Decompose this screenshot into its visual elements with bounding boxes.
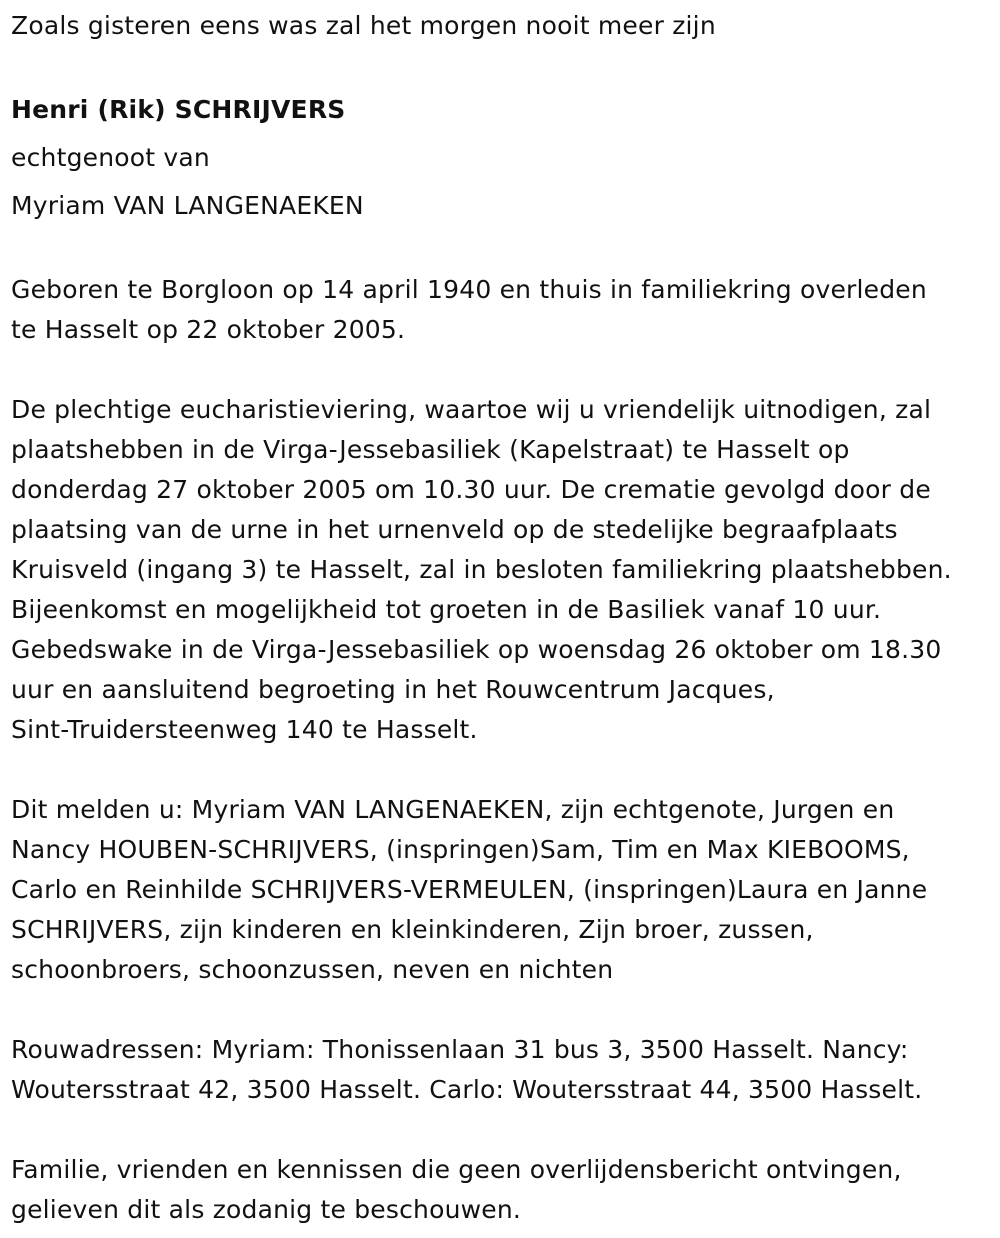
spouse-name: Myriam VAN LANGENAEKEN [11, 191, 364, 220]
paragraph-line: donderdag 27 oktober 2005 om 10.30 uur. De crematie gevolgd door de [11, 475, 931, 504]
paragraph-line: Rouwadressen: Myriam: Thonissenlaan 31 bus 3, 3500 Hasselt. Nancy: [11, 1035, 909, 1064]
birth-death-paragraph [11, 270, 988, 350]
paragraph-line: Woutersstraat 42, 3500 Hasselt. Carlo: Woutersstraat 44, 3500 Hasselt. [11, 1075, 923, 1104]
spacer [11, 1110, 988, 1150]
closing-paragraph [11, 1150, 988, 1230]
spacer [11, 46, 988, 86]
paragraph-line: SCHRIJVERS, zijn kinderen en kleinkinderen, Zijn broer, zussen, [11, 915, 814, 944]
paragraph-line: plaatsing van de urne in het urnenveld op de stedelijke begraafplaats [11, 515, 898, 544]
paragraph-line: uur en aansluitend begroeting in het Rouwcentrum Jacques, [11, 675, 775, 704]
paragraph-line: Carlo en Reinhilde SCHRIJVERS-VERMEULEN, (inspringen)Laura en Janne [11, 875, 928, 904]
deceased-name: Henri (Rik) SCHRIJVERS [11, 95, 346, 124]
paragraph-line: Kruisveld (ingang 3) te Hasselt, zal in besloten familiekring plaatshebben. [11, 555, 952, 584]
spacer [11, 350, 988, 390]
addresses-paragraph [11, 1030, 988, 1110]
paragraph-line: schoonbroers, schoonzussen, neven en nichten [11, 955, 614, 984]
motto: Zoals gisteren eens was zal het morgen nooit meer zijn [11, 11, 716, 40]
paragraph-line: Familie, vrienden en kennissen die geen overlijdensbericht ontvingen, [11, 1155, 902, 1184]
relation-text: echtgenoot van [11, 143, 210, 172]
paragraph-line: Sint-Truidersteenweg 140 te Hasselt. [11, 715, 478, 744]
deceased-block [11, 86, 988, 230]
family-paragraph [11, 790, 988, 990]
spacer [11, 230, 988, 270]
paragraph-line: plaatshebben in de Virga-Jessebasiliek (Kapelstraat) te Hasselt op [11, 435, 850, 464]
paragraph-line: te Hasselt op 22 oktober 2005. [11, 315, 406, 344]
paragraph-line: Gebedswake in de Virga-Jessebasiliek op woensdag 26 oktober om 18.30 [11, 635, 942, 664]
paragraph-line: Nancy HOUBEN-SCHRIJVERS, (inspringen)Sam, Tim en Max KIEBOOMS, [11, 835, 910, 864]
spacer [11, 750, 988, 790]
paragraph-line: Dit melden u: Myriam VAN LANGENAEKEN, zijn echtgenote, Jurgen en [11, 795, 895, 824]
paragraph-line: De plechtige eucharistieviering, waartoe wij u vriendelijk uitnodigen, zal [11, 395, 932, 424]
paragraph-line: Bijeenkomst en mogelijkheid tot groeten in de Basiliek vanaf 10 uur. [11, 595, 882, 624]
ceremony-paragraph [11, 390, 988, 750]
paragraph-line: gelieven dit als zodanig te beschouwen. [11, 1195, 522, 1224]
spacer [11, 990, 988, 1030]
paragraph-line: Geboren te Borgloon op 14 april 1940 en thuis in familiekring overleden [11, 275, 927, 304]
